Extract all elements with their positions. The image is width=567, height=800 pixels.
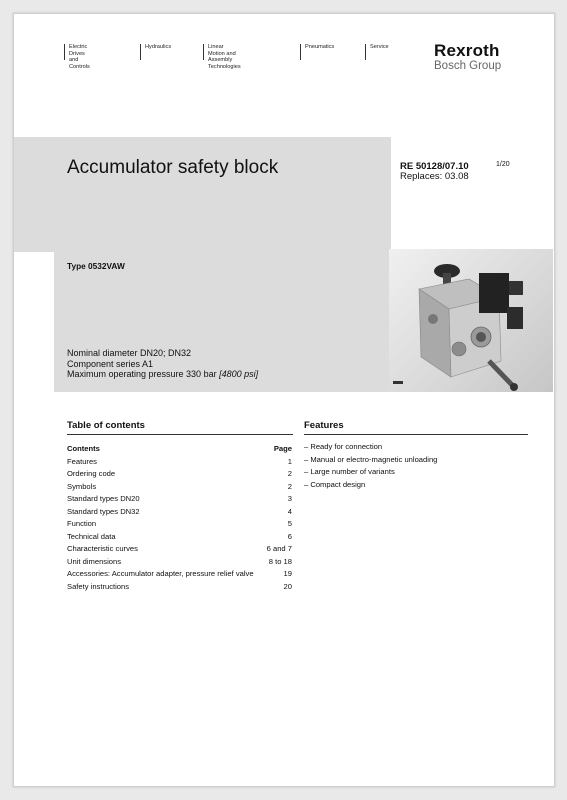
nav-item-hydraulics[interactable]: Hydraulics bbox=[140, 44, 171, 60]
toc-entry-label: Characteristic curves bbox=[67, 544, 138, 553]
brand-name: Rexroth bbox=[434, 41, 500, 60]
feature-item: – Ready for connection bbox=[304, 442, 383, 451]
toc-entry-page: 2 bbox=[287, 481, 292, 491]
features-heading: Features bbox=[304, 420, 344, 431]
toc-row[interactable] bbox=[67, 518, 292, 531]
toc-entry-label: Technical data bbox=[67, 531, 116, 541]
toc-entry-page: 6 bbox=[287, 531, 292, 541]
toc-entry-page: 1 bbox=[287, 456, 292, 466]
toc-row[interactable] bbox=[67, 543, 292, 556]
spec-series: Component series A1 bbox=[67, 358, 154, 369]
nav-item-electric-drives[interactable]: Electric Drives and Controls bbox=[64, 44, 90, 60]
toc-entry-page: 3 bbox=[287, 494, 292, 503]
type-label: Type 0532VAW bbox=[67, 261, 125, 271]
spec-block bbox=[67, 348, 258, 380]
brand-logo bbox=[434, 42, 501, 72]
spec-pressure-line bbox=[67, 369, 258, 380]
toc-entry-label: Features bbox=[67, 456, 97, 466]
features-rule bbox=[304, 434, 528, 435]
page-number: 1/20 bbox=[496, 161, 510, 168]
toc-entry-page: 20 bbox=[283, 581, 292, 591]
toc-entry-page: 4 bbox=[287, 506, 292, 516]
brand-group: Bosch Group bbox=[434, 60, 502, 72]
nav-item-service[interactable]: Service bbox=[365, 44, 389, 60]
spec-nominal: Nominal diameter DN20; DN32 bbox=[67, 348, 192, 358]
toc-entry-page: 5 bbox=[287, 519, 292, 528]
toc-entry-label: Safety instructions bbox=[67, 581, 130, 591]
document-page bbox=[13, 13, 555, 787]
toc-row[interactable] bbox=[67, 531, 292, 544]
toc-row[interactable] bbox=[67, 506, 292, 519]
toc-row[interactable] bbox=[67, 556, 292, 569]
features-list bbox=[304, 441, 437, 491]
spec-pressure: Maximum operating pressure 330 bar bbox=[67, 369, 217, 379]
title-band bbox=[14, 137, 391, 252]
nav-item-pneumatics[interactable]: Pneumatics bbox=[300, 44, 334, 60]
toc-row[interactable] bbox=[67, 581, 292, 594]
toc-col-page: Page bbox=[273, 444, 292, 453]
toc-row[interactable] bbox=[67, 481, 292, 494]
nav-item-linear-motion[interactable]: Linear Motion and Assembly Technologies bbox=[203, 44, 241, 60]
feature-item: – Compact design bbox=[304, 479, 366, 489]
toc-col-contents: Contents bbox=[67, 444, 100, 453]
toc-entry-label: Function bbox=[67, 519, 97, 528]
toc-entry-label: Symbols bbox=[67, 481, 97, 491]
toc-entry-page: 2 bbox=[287, 469, 292, 478]
toc-table bbox=[67, 443, 292, 593]
toc-row[interactable] bbox=[67, 468, 292, 481]
toc-header-row bbox=[67, 443, 292, 456]
toc-rule bbox=[67, 434, 293, 435]
toc-entry-label: Standard types DN32 bbox=[67, 506, 140, 516]
feature-item: – Large number of variants bbox=[304, 467, 395, 477]
product-photo bbox=[389, 249, 553, 392]
toc-row[interactable] bbox=[67, 493, 292, 506]
document-number: RE 50128/07.10 bbox=[400, 161, 469, 172]
toc-entry-label: Standard types DN20 bbox=[67, 494, 140, 503]
toc-entry-label: Unit dimensions bbox=[67, 556, 122, 566]
toc-entry-label: Accessories: Accumulator adapter, pressure relief valve bbox=[67, 569, 254, 578]
document-title: Accumulator safety block bbox=[67, 157, 279, 178]
spec-pressure-psi: [4800 psi] bbox=[219, 369, 259, 379]
toc-entry-label: Ordering code bbox=[67, 469, 116, 478]
toc-entry-page: 6 and 7 bbox=[266, 544, 292, 553]
toc-entry-page: 8 to 18 bbox=[268, 556, 292, 566]
toc-entry-page: 19 bbox=[283, 569, 292, 578]
document-replaces: Replaces: 03.08 bbox=[400, 171, 469, 182]
toc-row[interactable] bbox=[67, 456, 292, 469]
feature-item: – Manual or electro-magnetic unloading bbox=[304, 454, 438, 464]
toc-row[interactable] bbox=[67, 568, 292, 581]
toc-heading: Table of contents bbox=[67, 420, 145, 431]
